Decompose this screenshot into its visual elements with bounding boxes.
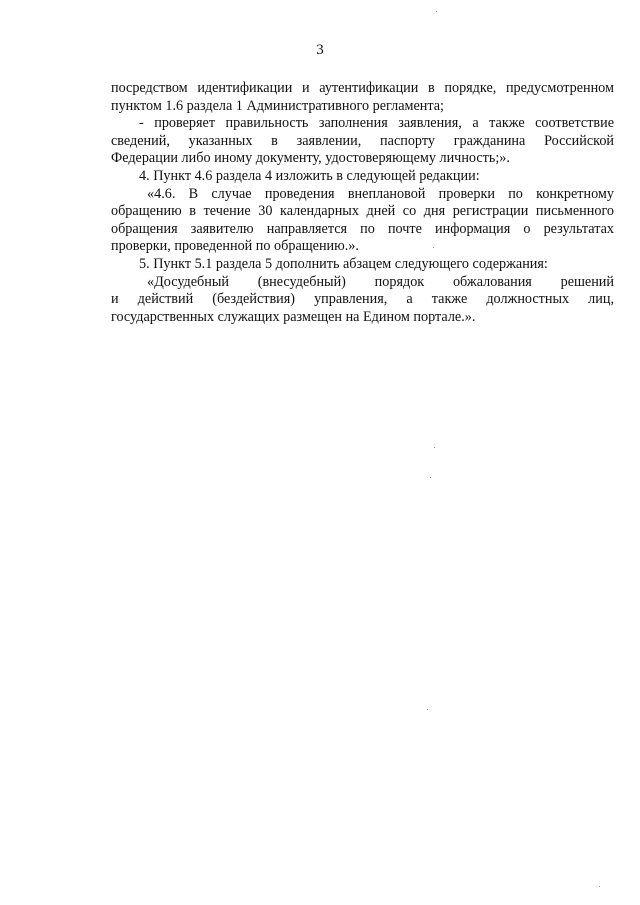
scan-speck [427, 709, 428, 710]
paragraph-pretrial-procedure [111, 274, 614, 327]
text-line: и действий (бездействия) управления, а также должностных лиц, [111, 291, 614, 308]
text-line: сведений, указанных в заявлении, паспорту гражданина Российской [111, 132, 614, 149]
paragraph-item-5 [111, 256, 614, 274]
paragraph-item-4-6 [111, 186, 614, 256]
text-line: «4.6. В случае проведения внеплановой проверки по конкретному [147, 185, 614, 202]
page-number: 3 [316, 42, 324, 58]
text-line: обращения заявителю направляется по почте информация о результатах [111, 220, 614, 237]
text-line: 4. Пункт 4.6 раздела 4 изложить в следующей редакции: [139, 167, 480, 184]
text-line: государственных служащих размещен на Едином портале.». [111, 308, 476, 325]
text-line: проверки, проведенной по обращению.». [111, 238, 359, 255]
text-line: 5. Пункт 5.1 раздела 5 дополнить абзацем следующего содержания: [139, 255, 548, 272]
scan-speck [436, 11, 437, 12]
document-body [111, 80, 614, 326]
scan-speck [433, 247, 434, 248]
paragraph-check-application [111, 115, 614, 168]
paragraph-identification [111, 80, 614, 115]
scan-speck [434, 447, 435, 448]
text-line: обращению в течение 30 календарных дней со дня регистрации письменного [111, 203, 614, 220]
text-line: - проверяет правильность заполнения заявления, а также соответствие [139, 115, 614, 132]
scan-speck [599, 886, 600, 887]
text-line: пунктом 1.6 раздела 1 Административного регламента; [111, 97, 444, 114]
text-line: посредством идентификации и аутентификации в порядке, предусмотренном [111, 80, 614, 96]
paragraph-item-4 [111, 168, 614, 186]
text-line: Федерации либо иному документу, удостоверяющему личность;». [111, 150, 510, 167]
text-line: «Досудебный (внесудебный) порядок обжалования решений [147, 273, 614, 290]
scan-speck [430, 477, 431, 478]
